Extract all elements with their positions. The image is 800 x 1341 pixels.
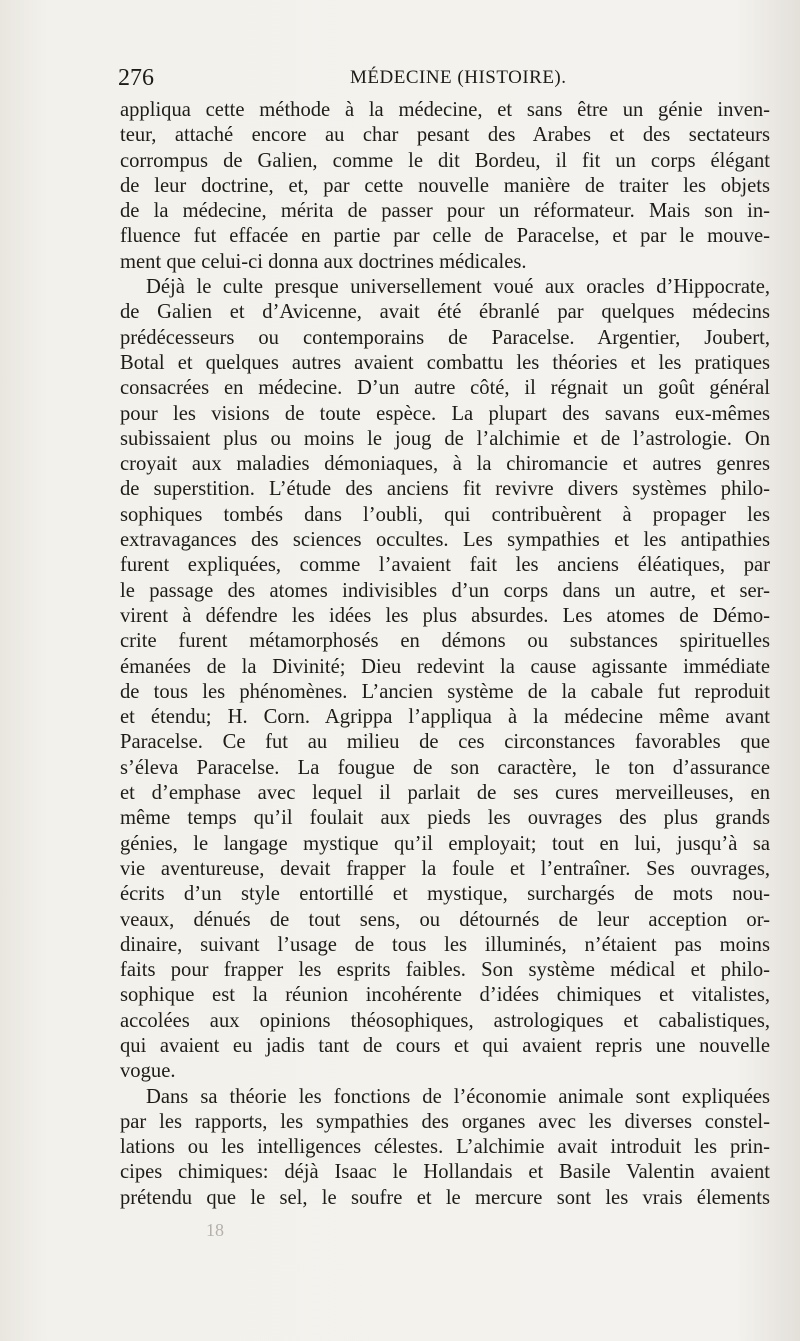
text-line: croyait aux maladies démoniaques, à la chiromancie et autres genres (120, 453, 770, 476)
text-line: de leur doctrine, et, par cette nouvelle manière de traiter les objets (120, 174, 770, 197)
text-line: Botal et quelques autres avaient combattu les théories et les pratiques (120, 351, 770, 374)
text-line: de Galien et d’Avicenne, avait été ébranlé par quelques médecins (120, 301, 770, 324)
text-line: écrits d’un style entortillé et mystique, surchargés de mots nou- (120, 883, 770, 906)
paragraph-3 (120, 1085, 770, 1211)
text-line: sophique est la réunion incohérente d’idées chimiques et vitalistes, (120, 984, 770, 1007)
text-line: pour les visions de toute espèce. La plupart des savans eux-mêmes (120, 402, 770, 425)
text-line: émanées de la Divinité; Dieu redevint la cause agissante immédiate (120, 655, 770, 678)
text-line: veaux, dénués de tout sens, ou détournés de leur acception or- (120, 908, 770, 931)
text-line: génies, le langage mystique qu’il employait; tout en lui, jusqu’à sa (120, 832, 770, 855)
text-line: accolées aux opinions théosophiques, astrologiques et cabalistiques, (120, 1009, 770, 1032)
running-head: MÉDECINE (HISTOIRE). (350, 67, 567, 88)
text-line: prétendu que le sel, le soufre et le mercure sont les vrais élements (120, 1186, 770, 1209)
text-line: virent à défendre les idées les plus absurdes. Les atomes de Démo- (120, 604, 770, 627)
text-line: même temps qu’il foulait aux pieds les ouvrages des plus grands (120, 807, 770, 830)
text-line: prédécesseurs ou contemporains de Paracelse. Argentier, Joubert, (120, 326, 770, 349)
text-line: fluence fut effacée en partie par celle de Paracelse, et par le mouve- (120, 225, 770, 248)
text-line: lations ou les intelligences célestes. L’alchimie avait introduit les prin- (120, 1136, 770, 1159)
text-line: cipes chimiques: déjà Isaac le Hollandais et Basile Valentin avaient (120, 1161, 770, 1184)
signature-mark: 18 (206, 1220, 224, 1240)
text-line: de tous les phénomènes. L’ancien système de la cabale fut reproduit (120, 680, 770, 703)
paragraph-1 (120, 98, 770, 275)
text-line: Dans sa théorie les fonctions de l’économie animale sont expliquées (146, 1085, 770, 1108)
paragraph-2 (120, 275, 770, 1085)
text-line: par les rapports, les sympathies des organes avec les diverses constel- (120, 1110, 770, 1133)
text-line: teur, attaché encore au char pesant des Arabes et des sectateurs (120, 124, 770, 147)
body-text (120, 98, 770, 1211)
text-line: corrompus de Galien, comme le dit Bordeu, il fit un corps élégant (120, 149, 770, 172)
text-line: de superstition. L’étude des anciens fit revivre divers systèmes philo- (120, 478, 770, 501)
text-line: vie aventureuse, devait frapper la foule et l’entraîner. Ses ouvrages, (120, 857, 770, 880)
page-number: 276 (118, 65, 154, 91)
text-line: ment que celui-ci donna aux doctrines médicales. (120, 250, 527, 273)
page-header (118, 62, 762, 94)
text-line: Paracelse. Ce fut au milieu de ces circonstances favorables que (120, 731, 770, 754)
text-line: extravagances des sciences occultes. Les sympathies et les antipathies (120, 529, 770, 552)
text-line: qui avaient eu jadis tant de cours et qui avaient repris une nouvelle (120, 1034, 770, 1057)
text-line: le passage des atomes indivisibles d’un corps dans un autre, et ser- (120, 579, 770, 602)
text-line: Déjà le culte presque universellement voué aux oracles d’Hippocrate, (146, 276, 770, 299)
text-line: furent expliquées, comme l’avaient fait les anciens éléatiques, par (120, 554, 770, 577)
text-line: crite furent métamorphosés en démons ou substances spirituelles (120, 630, 770, 653)
text-line: appliqua cette méthode à la médecine, et sans être un génie inven- (120, 99, 770, 121)
text-line: vogue. (120, 1060, 176, 1083)
text-line: s’éleva Paracelse. La fougue de son caractère, le ton d’assurance (120, 756, 770, 779)
text-line: faits pour frapper les esprits faibles. Son système médical et philo- (120, 959, 770, 982)
text-line: consacrées en médecine. D’un autre côté, il régnait un goût général (120, 377, 770, 400)
text-line: dinaire, suivant l’usage de tous les illuminés, n’étaient pas moins (120, 933, 770, 956)
text-line: et étendu; H. Corn. Agrippa l’appliqua à la médecine même avant (120, 706, 770, 729)
text-line: sophiques tombés dans l’oubli, qui contribuèrent à propager les (120, 503, 770, 526)
text-line: subissaient plus ou moins le joug de l’alchimie et de l’astrologie. On (120, 427, 770, 450)
text-line: de la médecine, mérita de passer pour un réformateur. Mais son in- (120, 200, 770, 223)
text-line: et d’emphase avec lequel il parlait de ses cures merveilleuses, en (120, 782, 770, 805)
